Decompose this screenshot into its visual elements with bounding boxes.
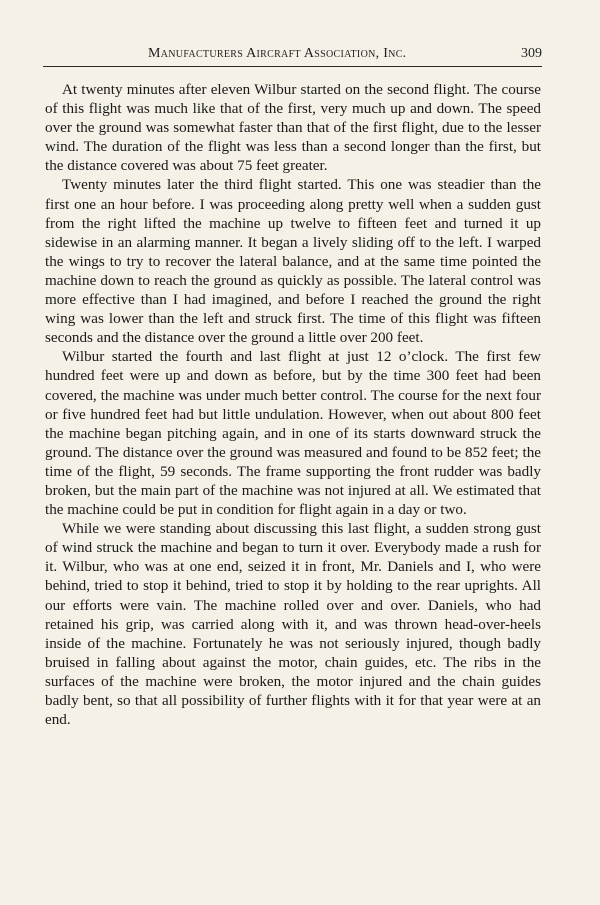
page-number: 309 [521, 46, 542, 61]
paragraph-1: At twenty minutes after eleven Wilbur started on the second flight. The course of this flight was much like that of the first, very much up and down. The speed over the ground was somewhat faster than that of the first flight, due to the lesser wind. The duration of the flight was less than a second longer than the first, but the distance covered was about 75 feet greater. [45, 81, 541, 175]
paragraph-3: Wilbur started the fourth and last flight at just 12 o’clock. The first few hundred feet were up and down as before, but by the time 300 feet had been covered, the machine was under much better control. The course for the next four or five hundred feet had but little undulation. However, when out about 800 feet the machine began pitching again, and in one of its starts downward struck the ground. The distance over the ground was measured and found to be 852 feet; the time of the flight, 59 seconds. The frame supporting the front rudder was badly broken, but the main part of the machine was not injured at all. We estimated that the machine could be put in condition for flight again in a day or two. [45, 348, 541, 519]
running-head: Manufacturers Aircraft Association, Inc. [148, 46, 407, 61]
paragraph-2: Twenty minutes later the third flight started. This one was steadier than the first one an hour before. I was proceeding along pretty well when a sudden gust from the right lifted the machine up twelve to fifteen feet and turned it up sidewise in an alarming manner. It began a lively sliding off to the left. I warped the wings to try to recover the lateral balance, and at the same time pointed the machine down to reach the ground as quickly as possible. The lateral control was more effective than I had imagined, and before I reached the ground the right wing was lower than the left and struck first. The time of this flight was fifteen seconds and the distance over the ground a little over 200 feet. [45, 176, 541, 347]
page-header [43, 42, 542, 67]
paragraph-4: While we were standing about discussing this last flight, a sudden strong gust of wind struck the machine and began to turn it over. Everybody made a rush for it. Wilbur, who was at one end, seized it in front, Mr. Daniels and I, who were behind, tried to stop it behind, tried to stop it by holding to the rear uprights. All our efforts were vain. The machine rolled over and over. Daniels, who had retained his grip, was carried along with it, and was thrown head-over-heels inside of the machine. Fortunately he was not seriously injured, though badly bruised in falling about against the motor, chain guides, etc. The ribs in the surfaces of the machine were broken, the motor injured and the chain guides badly bent, so that all possibility of further flights with it for that year were at an end. [45, 520, 541, 729]
body-text [45, 80, 541, 729]
